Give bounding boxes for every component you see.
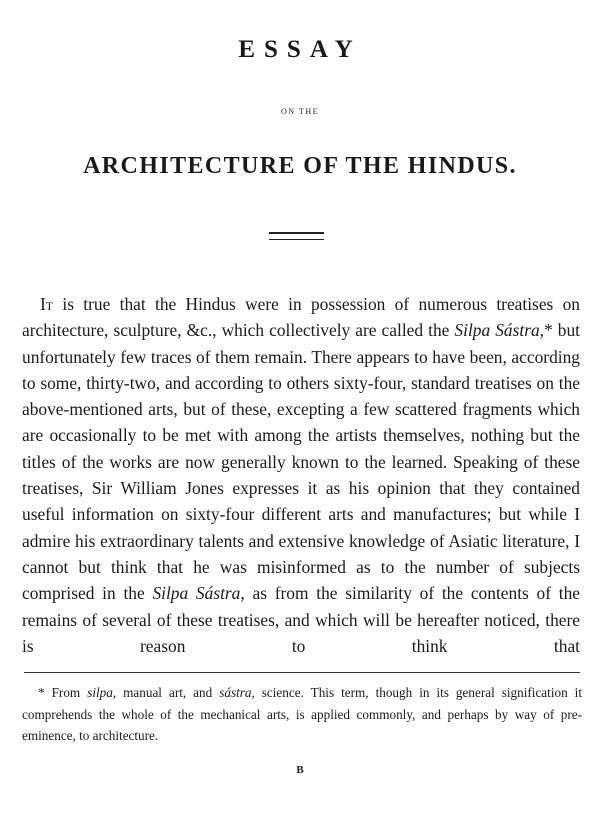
body-paragraph bbox=[22, 291, 580, 659]
signature-mark: B bbox=[296, 764, 304, 776]
footnote-term-sastra: sástra bbox=[219, 685, 252, 700]
footnote-term-silpa: silpa bbox=[87, 685, 113, 700]
footnote bbox=[22, 682, 582, 747]
footnote-marker: * From bbox=[38, 685, 88, 700]
title-connector: ON THE bbox=[281, 107, 319, 116]
footnote-text: , science. This term, though in its general signification it comprehends the whole of the mechanical arts, is applied commonly, and perhaps by way of pre-eminence, to architecture. bbox=[22, 685, 583, 743]
double-rule-ornament bbox=[269, 232, 324, 240]
body-text-segment: is true that the Hindus were in possession of numerous treatises on architecture, sculpture, &c., which collectively are called the bbox=[22, 294, 580, 341]
footnote-divider bbox=[24, 672, 580, 673]
footnote-text: , manual art, and bbox=[112, 685, 220, 700]
term-silpa-sastra: Silpa Sástra bbox=[454, 320, 540, 341]
term-silpa-sastra: Silpa Sástra bbox=[152, 583, 241, 604]
essay-topic-title: ARCHITECTURE OF THE HINDUS. bbox=[83, 153, 517, 179]
lead-word: It bbox=[40, 294, 54, 314]
body-text-segment: , as from the similarity of the contents of the remains of several of these treatises, and which will be hereafter noticed, there is reason to think that bbox=[22, 583, 580, 656]
essay-title: ESSAY bbox=[238, 36, 362, 63]
body-text-segment: ,* but unfortunately few traces of them remain. There appears to have been, according to some, thirty-two, and according to others sixty-four, standard treatises on the above-mentioned arts, but of these, excepting a few scattered fragments which are occasionally to be met with among the artists themselves, nothing but the titles of the works are now generally known to the learned. Speaking of these treatises, Sir William Jones expresses it as his opinion that they contained useful information on sixty-four different arts and manufactures; but while I admire his extraordinary talents and extensive knowledge of Asiatic literature, I cannot but think that he was misinformed as to the number of subjects comprised in the bbox=[22, 320, 580, 604]
